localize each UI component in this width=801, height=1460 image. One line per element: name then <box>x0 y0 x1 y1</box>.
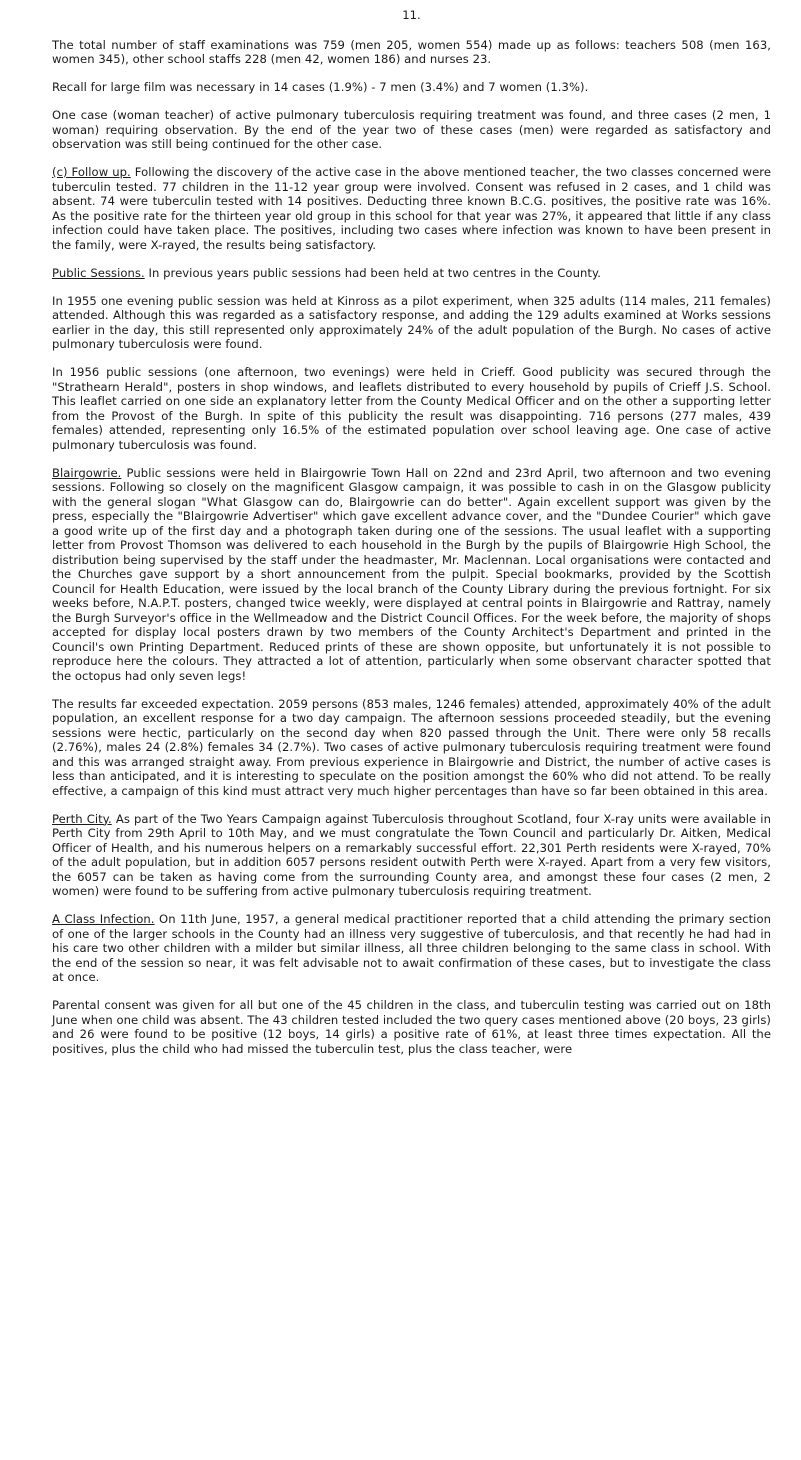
paragraph-text: The total number of staff examinations was 759 (men 205, women 554) made up as follows: teachers 508 (men 163, women 345), other school staffs 228 (men 42, women 186) and nurses 23. <box>52 37 771 66</box>
paragraph-crieff <box>52 365 771 452</box>
paragraph-text: One case (woman teacher) of active pulmonary tuberculosis requiring treatment was found, and three cases (2 men, 1 woman) requiring observation. By the end of the year two of these cases (men) were regarded as satisfactory and observation was still being continued for the other case. <box>52 108 771 151</box>
section-heading-perth-city: Perth City. <box>52 811 112 826</box>
page-number: 11. <box>402 8 421 22</box>
paragraph-text: Public sessions were held in Blairgowrie Town Hall on 22nd and 23rd April, two afternoon and two evening sessions. Following so closely on the magnificent Glasgow campaign, it was possible to cash in on the Glasgow publicity with the general slogan "What Glasgow can do, Blairgowrie can do better". Again excellent support was given by the press, especially the "Blairgowrie Advertiser" which gave excellent advance cover, and the "Dundee Courier" which gave a good write up of the first day and a photograph taken during one of the sessions. The usual leaflet with a supporting letter from Provost Thomson was delivered to each household in the Burgh by the pupils of Blairgowrie High School, the distribution being supervised by the staff under the headmaster, Mr. Maclennan. Local organisations were contacted and the Churches gave support by a short announcement from the pulpit. Special bookmarks, provided by the Scottish Council for Health Education, were issued by the local branch of the County Library during the previous fortnight. For six weeks before, N.A.P.T. posters, changed twice weekly, were displayed at central points in Blairgowrie and Rattray, namely the Burgh Surveyor's office in the Wellmeadow and the District Council Offices. For the week before, the majority of shops accepted for display local posters drawn by two members of the County Architect's Department and printed in the Council's own Printing Department. Reduced prints of these are shown opposite, but unfortunately it is not possible to reproduce here the colours. They attracted a lot of attention, particularly when some observant character spotted that the octopus had only seven legs! <box>52 465 771 683</box>
paragraph-text: In previous years public sessions had been held at two centres in the County. <box>144 265 601 280</box>
paragraph-follow-up <box>52 165 771 252</box>
paragraph-kinross <box>52 294 771 352</box>
paragraph-staff-total <box>52 38 771 67</box>
section-heading-class-infection: A Class Infection. <box>52 912 155 926</box>
paragraph-active-case <box>52 108 771 152</box>
paragraph-text: As part of the Two Years Campaign against Tuberculosis throughout Scotland, four X-ray units were available in Perth City from 29th April to 10th May, and we must congratulate the Town Council and particularly Dr. Aitken, Medical Officer of Health, and his numerous helpers on a remarkably successful effort. 22,301 Perth residents were X-rayed, 70% of the adult population, but in addition 6057 persons resident outwith Perth were X-rayed. Apart from a very few visitors, the 6057 can be taken as having come from the surrounding County area, and amongst these four cases (2 men, 2 women) were found to be suffering from active pulmonary tuberculosis requiring treatment. <box>52 811 771 898</box>
paragraph-text: In 1956 public sessions (one afternoon, two evenings) were held in Crieff. Good publicity was secured through the "Strathearn Herald", posters in shop windows, and leaflets distributed to every household by pupils of Crieff J.S. School. This leaflet carried on one side an explanatory letter from the County Medical Officer and on the other a supporting letter from the Provost of the Burgh. In spite of this publicity the result was disappointing. 716 persons (277 males, 439 females) attended, representing only 16.5% of the estimated population over school leaving age. One case of active pulmonary tuberculosis was found. <box>52 365 771 452</box>
paragraph-blairgowrie <box>52 466 771 684</box>
paragraph-class-infection <box>52 912 771 985</box>
section-heading-follow-up: (c) Follow up. <box>52 165 131 179</box>
paragraph-text: On 11th June, 1957, a general medical practitioner reported that a child attending the primary section of one of the larger schools in the County had an illness very suggestive of tuberculosis, and that recently he had had in his care two other children with a milder but similar illness, all three children belonging to the same class in school. With the end of the session so near, it was felt advisable not to await confirmation of these cases, but to investigate the class at once. <box>52 912 771 984</box>
paragraph-text: In 1955 one evening public session was held at Kinross as a pilot experiment, when 325 adults (114 males, 211 females) attended. Although this was regarded as a satisfactory response, and adding the 129 adults examined at Works sessions earlier in the day, this still represented only approximately 24% of the adult population of the Burgh. No cases of active pulmonary tuberculosis were found. <box>52 293 771 351</box>
paragraph-text: Parental consent was given for all but one of the 45 children in the class, and tuberculin testing was carried out on 18th June when one child was absent. The 43 children tested included the two query cases mentioned above (20 boys, 23 girls) and 26 were found to be positive (12 boys, 14 girls) a positive rate of 61%, at least three times expectation. All the positives, plus the child who had missed the tuberculin test, plus the class teacher, were <box>52 998 771 1056</box>
paragraph-public-sessions <box>52 266 771 281</box>
paragraph-recall <box>52 80 771 95</box>
section-heading-blairgowrie: Blairgowrie. <box>52 465 122 480</box>
paragraph-text: Recall for large film was necessary in 14 cases (1.9%) - 7 men (3.4%) and 7 women (1.3%). <box>52 80 589 94</box>
paragraph-results <box>52 697 771 799</box>
paragraph-text: Following the discovery of the active case in the above mentioned teacher, the two classes concerned were tuberculin tested. 77 children in the 11-12 year group were involved. Consent was refused in 2 cases, and 1 child was absent. 74 were tuberculin tested with 14 positives. Deducting three known B.C.G. positives, the positive rate was 16%. As the positive rate for the thirteen year old group in this school for that year was 27%, it appeared that little if any class infection could have taken place. The positives, including two cases where infection was known to have been present in the family, were X-rayed, the results being satisfactory. <box>52 165 771 252</box>
section-heading-public-sessions: Public Sessions. <box>52 265 145 280</box>
paragraph-parental-consent <box>52 998 771 1056</box>
paragraph-text: The results far exceeded expectation. 2059 persons (853 males, 1246 females) attended, approximately 40% of the adult population, an excellent response for a two day campaign. The afternoon sessions proceeded steadily, but the evening sessions were hectic, particularly on the second day when 820 passed through the Unit. There were only 58 recalls (2.76%), males 24 (2.8%) females 34 (2.7%). Two cases of active pulmonary tuberculosis requiring treatment were found and this was arranged straight away. From previous experience in Blairgowrie and District, the number of active cases is less than anticipated, and it is interesting to speculate on the position amongst the 60% who did not attend. To be really effective, a campaign of this kind must attract very much higher percentages than have so far been obtained in this area. <box>52 696 771 798</box>
paragraph-perth-city <box>52 812 771 899</box>
